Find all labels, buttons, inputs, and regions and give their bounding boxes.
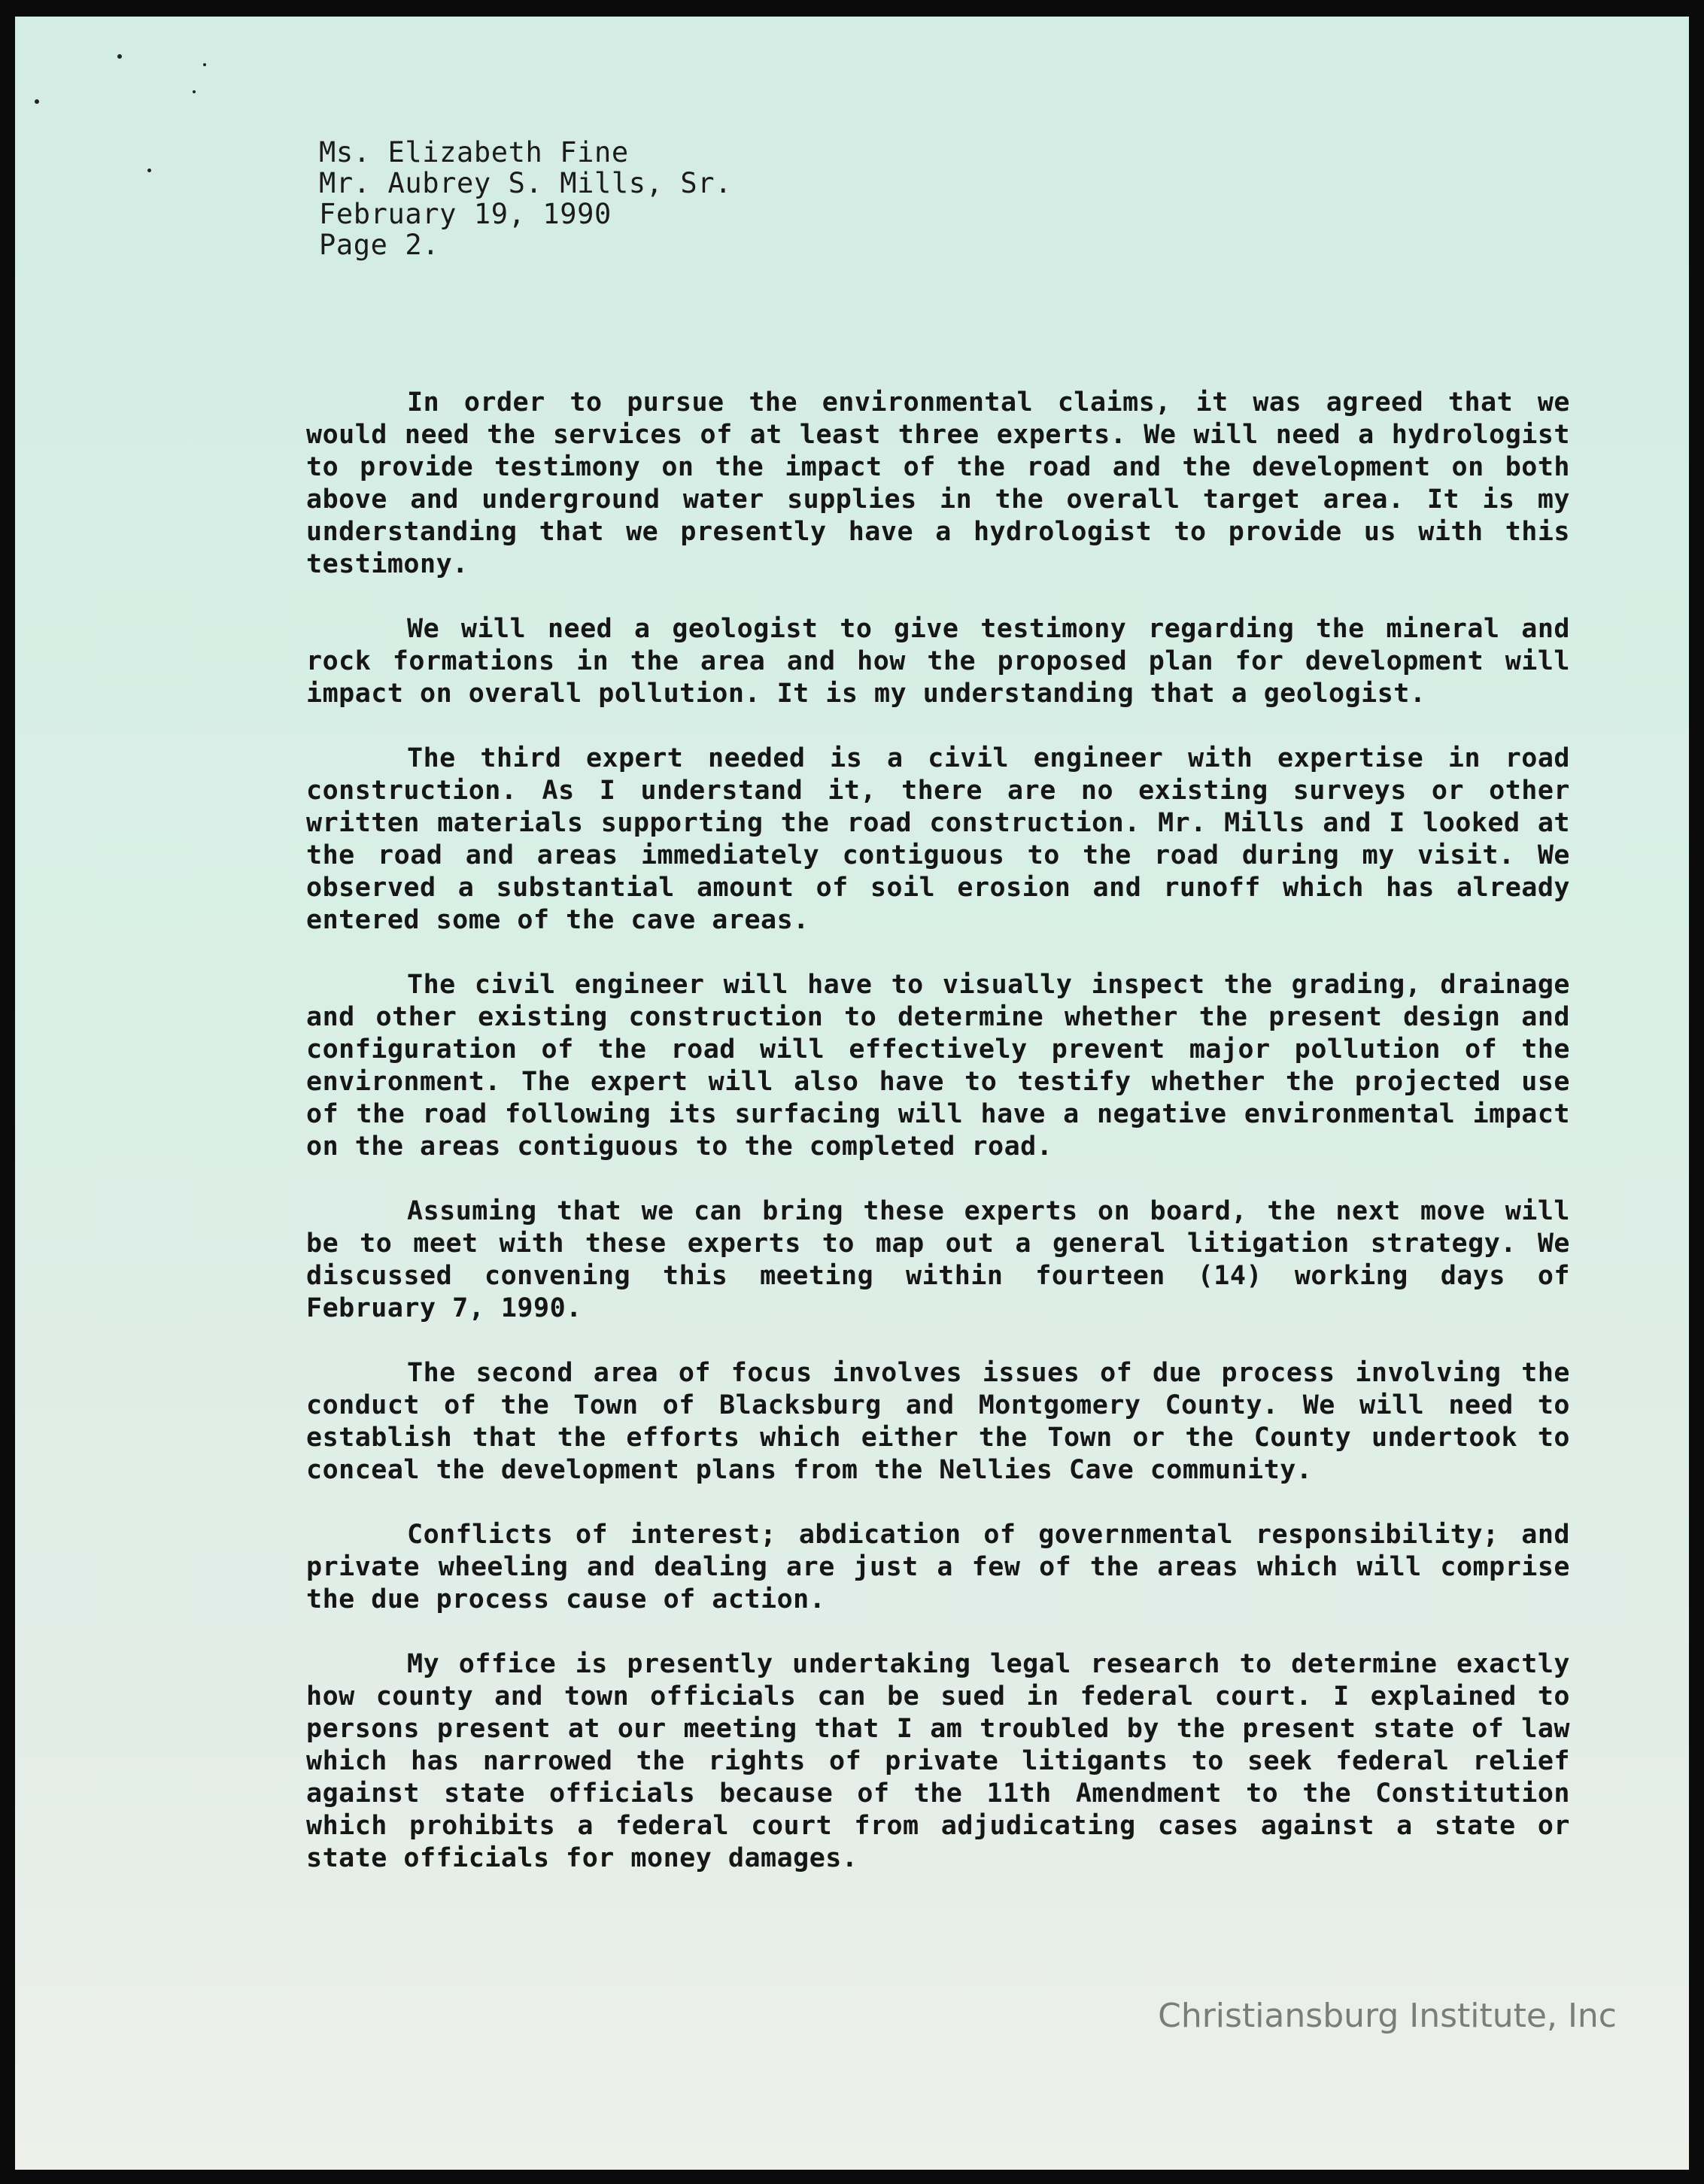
paragraph-2: We will need a geologist to give testimony regarding the mineral and rock formations in the area and how the proposed plan for development will impact on overall pollution. It is my understanding that a geologist. bbox=[306, 614, 1570, 709]
archive-watermark: Christiansburg Institute, Inc bbox=[1158, 1997, 1617, 2035]
paragraph-5: Assuming that we can bring these experts on board, the next move will be to meet with these experts to map out a general litigation strategy. We discussed convening this meeting within fourteen (14) working days of February 7, 1990. bbox=[306, 1196, 1570, 1323]
recipient-line-1: Ms. Elizabeth Fine bbox=[319, 136, 629, 169]
letter-header bbox=[319, 137, 732, 260]
paragraph-1: In order to pursue the environmental claims, it was agreed that we would need the services of at least three experts. We will need a hydrologist to provide testimony on the impact of the road and the development on both above and underground water supplies in the overall target area. It is my understanding that we presently have a hydrologist to provide us with this testimony. bbox=[306, 387, 1570, 579]
letter-page bbox=[15, 17, 1689, 2170]
paragraph-3: The third expert needed is a civil engineer with expertise in road construction. As I understand it, there are no existing surveys or other written materials supporting the road construction. Mr. Mills and I looked at the road and areas immediately contiguous to the road during my visit. We observed a substantial amount of soil erosion and runoff which has already entered some of the cave areas. bbox=[306, 743, 1570, 935]
scan-speck bbox=[147, 169, 151, 172]
letter-date: February 19, 1990 bbox=[319, 198, 612, 230]
letter-body bbox=[306, 387, 1570, 1907]
paragraph-7: Conflicts of interest; abdication of governmental responsibility; and private wheeling and dealing are just a few of the areas which will comprise the due process cause of action. bbox=[306, 1520, 1570, 1614]
recipient-line-2: Mr. Aubrey S. Mills, Sr. bbox=[319, 167, 733, 199]
scan-speck bbox=[35, 99, 39, 104]
scan-speck bbox=[203, 63, 206, 66]
page-number: Page 2. bbox=[319, 229, 440, 261]
scan-speck bbox=[117, 54, 122, 59]
paragraph-8: My office is presently undertaking legal research to determine exactly how county and town officials can be sued in federal court. I explained to persons present at our meeting that I am troubled by the present state of law which has narrowed the rights of private litigants to seek federal relief against state officials because of the 11th Amendment to the Constitution which prohibits a federal court from adjudicating cases against a state or state officials for money damages. bbox=[306, 1649, 1570, 1873]
scan-speck bbox=[193, 90, 196, 93]
paragraph-6: The second area of focus involves issues of due process involving the conduct of the Town of Blacksburg and Montgomery County. We will need to establish that the efforts which either the Town or the County undertook to conceal the development plans from the Nellies Cave community. bbox=[306, 1358, 1570, 1485]
paragraph-4: The civil engineer will have to visually inspect the grading, drainage and other existing construction to determine whether the present design and configuration of the road will effectively prevent major pollution of the environment. The expert will also have to testify whether the projected use of the road following its surfacing will have a negative environmental impact on the areas contiguous to the completed road. bbox=[306, 970, 1570, 1162]
